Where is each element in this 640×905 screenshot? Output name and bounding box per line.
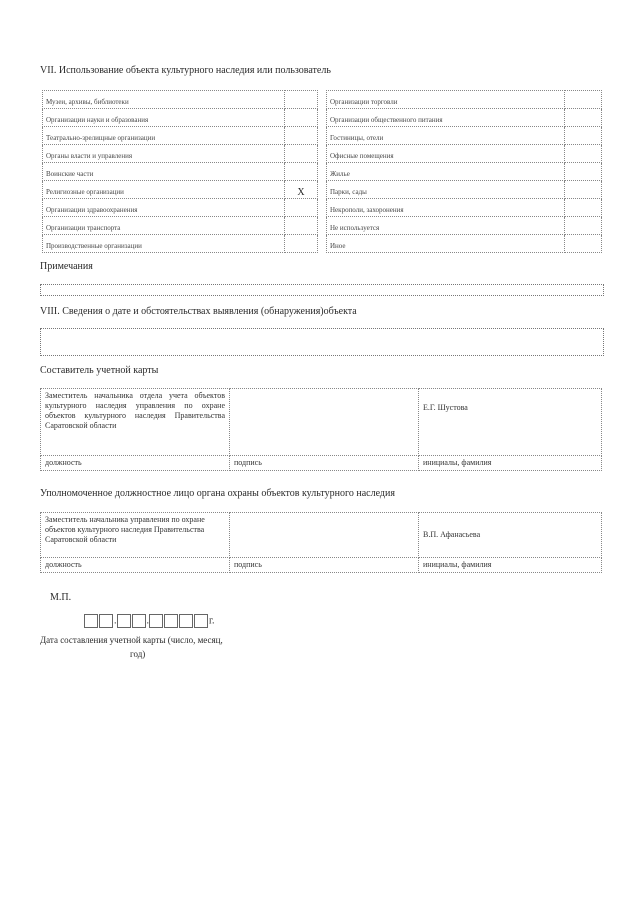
date-caption-line2: год) [130, 649, 146, 659]
notes-title: Примечания [40, 261, 93, 272]
usage-row [43, 217, 318, 235]
section-7-title: VII. Использование объекта культурного наследия или пользователь [40, 65, 331, 76]
official-label-name: инициалы, фамилия [419, 558, 602, 573]
usage-row [327, 235, 602, 253]
compiler-name[interactable]: Е.Г. Шустова [419, 389, 602, 456]
usage-label: Театрально-зрелищные организации [43, 127, 285, 145]
compiler-label-name: инициалы, фамилия [419, 456, 602, 471]
usage-mark[interactable] [285, 145, 318, 163]
usage-row [327, 145, 602, 163]
date-suffix: г. [209, 615, 215, 627]
compiler-title: Составитель учетной карты [40, 365, 159, 376]
compiler-values-row [41, 389, 602, 456]
compiler-position[interactable] [41, 389, 230, 456]
usage-row [43, 145, 318, 163]
usage-label: Офисные помещения [327, 145, 565, 163]
usage-mark[interactable] [565, 145, 602, 163]
usage-mark[interactable] [565, 217, 602, 235]
usage-mark[interactable] [565, 181, 602, 199]
usage-label: Организации науки и образования [43, 109, 285, 127]
usage-mark[interactable]: X [285, 181, 318, 199]
year-digit-box[interactable] [194, 614, 208, 628]
official-position[interactable] [41, 513, 230, 558]
section-8-title: VIII. Сведения о дате и обстоятельствах выявления (обнаружения)объекта [40, 306, 357, 317]
compiler-signature[interactable] [230, 389, 419, 456]
official-table [40, 512, 602, 573]
compiler-label-signature: подпись [230, 456, 419, 471]
usage-label: Некрополи, захоронения [327, 199, 565, 217]
usage-mark[interactable] [565, 109, 602, 127]
usage-row [43, 235, 318, 253]
month-digit-box[interactable] [132, 614, 146, 628]
discovery-field[interactable] [40, 328, 604, 356]
date-input[interactable] [84, 614, 214, 628]
official-position-text: Заместитель начальника управления по охране объектов культурного наследия Правительства Саратовской области [45, 515, 205, 544]
usage-mark[interactable] [285, 199, 318, 217]
official-signature[interactable] [230, 513, 419, 558]
usage-label: Органы власти и управления [43, 145, 285, 163]
usage-mark[interactable] [565, 235, 602, 253]
year-digit-box[interactable] [164, 614, 178, 628]
usage-table-right [326, 90, 602, 253]
usage-label: Воинские части [43, 163, 285, 181]
year-digit-box[interactable] [146, 614, 163, 628]
usage-label: Производственные организации [43, 235, 285, 253]
usage-label: Жилье [327, 163, 565, 181]
usage-label: Религиозные организации [43, 181, 285, 199]
notes-field[interactable] [40, 284, 604, 296]
official-labels-row [41, 558, 602, 573]
usage-label: Не используется [327, 217, 565, 235]
usage-row [43, 91, 318, 109]
usage-row [327, 163, 602, 181]
usage-row [43, 181, 318, 199]
official-values-row [41, 513, 602, 558]
compiler-position-text: Заместитель начальника отдела учета объектов культурного наследия управления по охране объектов культурного наследия Правительства Саратовской области [45, 391, 225, 430]
usage-label: Гостиницы, отели [327, 127, 565, 145]
usage-mark[interactable] [285, 91, 318, 109]
usage-label: Парки, сады [327, 181, 565, 199]
date-separator: . [146, 615, 149, 627]
usage-row [327, 127, 602, 145]
usage-row [43, 163, 318, 181]
official-name[interactable]: В.П. Афанасьева [419, 513, 602, 558]
day-digit-box[interactable] [99, 614, 113, 628]
usage-mark[interactable] [285, 163, 318, 181]
usage-mark[interactable] [285, 235, 318, 253]
usage-mark[interactable] [285, 109, 318, 127]
usage-mark[interactable] [285, 217, 318, 235]
usage-row [327, 109, 602, 127]
usage-mark[interactable] [285, 127, 318, 145]
compiler-table [40, 388, 602, 471]
usage-mark[interactable] [565, 163, 602, 181]
usage-row [327, 217, 602, 235]
usage-mark[interactable] [565, 91, 602, 109]
usage-row [43, 109, 318, 127]
usage-label: Иное [327, 235, 565, 253]
usage-label: Музеи, архивы, библиотеки [43, 91, 285, 109]
usage-mark[interactable] [565, 127, 602, 145]
compiler-labels-row [41, 456, 602, 471]
usage-row [43, 199, 318, 217]
usage-row [43, 127, 318, 145]
usage-mark[interactable] [565, 199, 602, 217]
day-digit-box[interactable] [84, 614, 98, 628]
usage-row [327, 181, 602, 199]
official-label-signature: подпись [230, 558, 419, 573]
usage-label: Организации здравоохранения [43, 199, 285, 217]
date-caption-line1: Дата составления учетной карты (число, месяц, [40, 635, 223, 645]
usage-label: Организации транспорта [43, 217, 285, 235]
official-title: Уполномоченное должностное лицо органа охраны объектов культурного наследия [40, 488, 395, 499]
month-digit-box[interactable] [117, 614, 131, 628]
compiler-label-position: должность [41, 456, 230, 471]
date-separator: . [114, 615, 117, 627]
usage-label: Организации общественного питания [327, 109, 565, 127]
year-digit-box[interactable] [179, 614, 193, 628]
usage-row [327, 199, 602, 217]
usage-row [327, 91, 602, 109]
usage-table-left [42, 90, 318, 253]
stamp-label: М.П. [50, 592, 72, 603]
official-label-position: должность [41, 558, 230, 573]
usage-label: Организации торговли [327, 91, 565, 109]
